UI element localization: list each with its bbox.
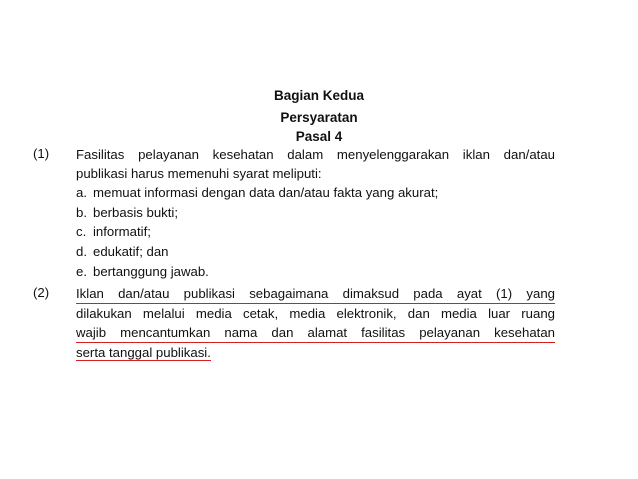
- paragraph-1-line-2: publikasi harus memenuhi syarat meliputi:: [76, 166, 322, 181]
- paragraph-2-number: (2): [33, 285, 50, 300]
- paragraph-2-line-2: dilakukan melalui media cetak, media elektronik, dan media luar ruang: [76, 306, 555, 321]
- paragraph-1-text: [76, 145, 555, 183]
- list-item: [76, 222, 438, 242]
- list-marker: a.: [76, 185, 87, 200]
- paragraph-1-number: (1): [33, 146, 50, 161]
- paragraph-2-line-4-underlined: serta tanggal publikasi.: [76, 345, 211, 360]
- paragraph-2-text: [76, 284, 555, 362]
- paragraph-2-line-1: Iklan dan/atau publikasi sebagaimana dimaksud pada ayat (1) yang: [76, 284, 555, 304]
- section-title-heading: Persyaratan: [280, 110, 358, 125]
- list-marker: b.: [76, 204, 87, 220]
- list-item-text: bertanggung jawab.: [93, 263, 209, 279]
- list-item-text: informatif;: [93, 224, 151, 240]
- article-heading: Pasal 4: [295, 129, 343, 144]
- requirements-list: [76, 183, 438, 282]
- list-marker: d.: [76, 244, 87, 260]
- list-item: [76, 262, 438, 282]
- list-item: [76, 242, 438, 262]
- paragraph-2-line-3: wajib mencantumkan nama dan alamat fasilitas pelayanan kesehatan: [76, 323, 555, 343]
- list-item-text: berbasis bukti;: [93, 204, 179, 220]
- list-item-text: memuat informasi dengan data dan/atau fakta yang akurat;: [93, 185, 439, 200]
- list-item: [76, 203, 438, 223]
- list-marker: e.: [76, 263, 87, 279]
- paragraph-2-line-4: [76, 343, 555, 362]
- paragraph-1-line-1: Fasilitas pelayanan kesehatan dalam menyelenggarakan iklan dan/atau: [76, 147, 555, 162]
- section-part-heading: Bagian Kedua: [273, 88, 365, 103]
- list-item: [76, 183, 438, 203]
- list-item-text: edukatif; dan: [93, 244, 169, 260]
- list-marker: c.: [76, 224, 87, 240]
